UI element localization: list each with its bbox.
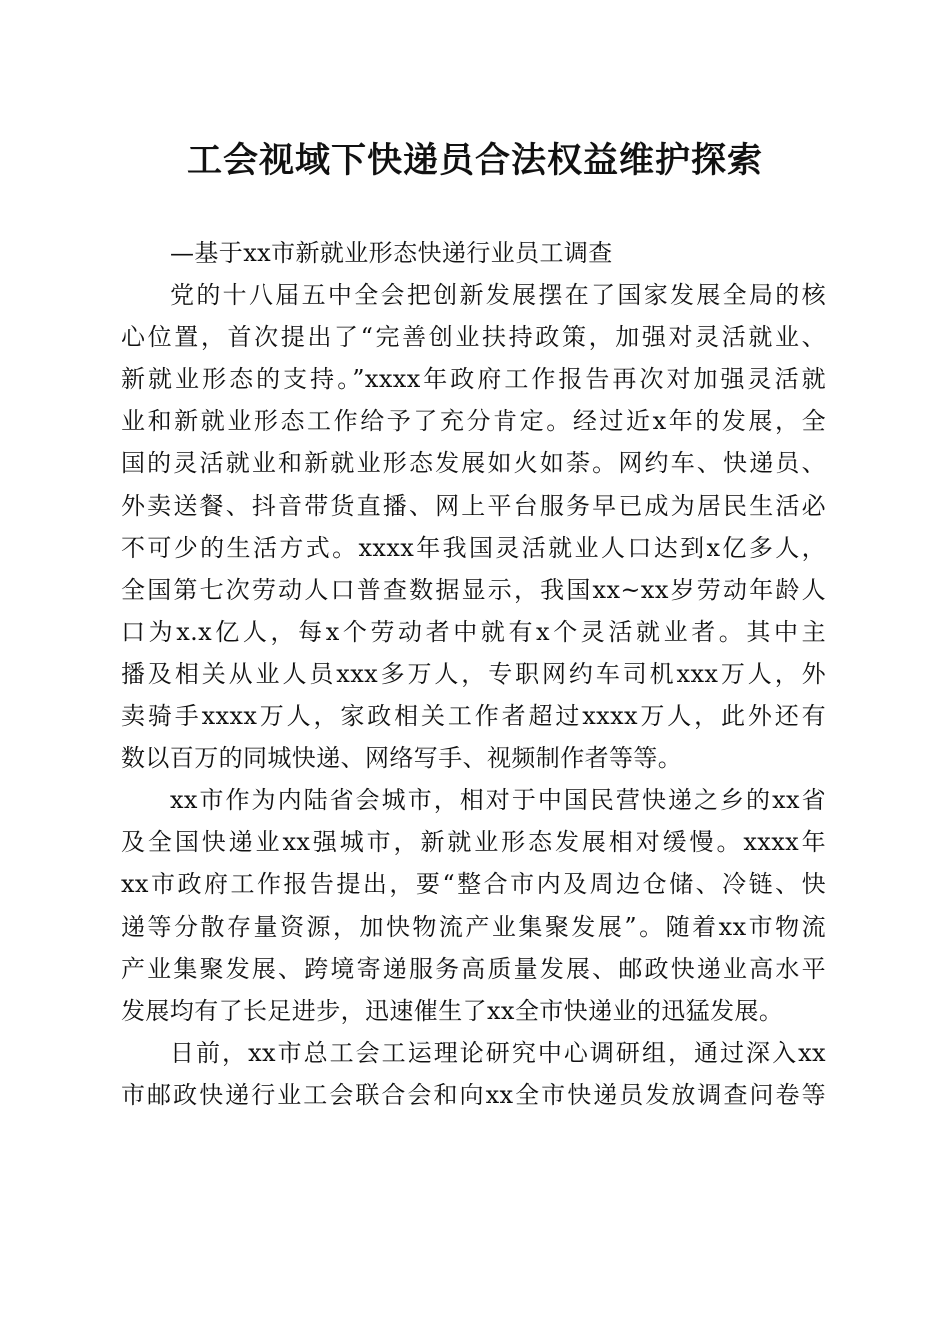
paragraph-line: 递等分散存量资源，加快物流产业集聚发展”。随着xx市物流 bbox=[121, 912, 826, 941]
paragraph-line: 业和新就业形态工作给予了充分肯定。经过近x年的发展，全 bbox=[121, 407, 826, 436]
paragraph-line: 国的灵活就业和新就业形态发展如火如荼。网约车、快递员、 bbox=[121, 449, 826, 478]
paragraph-line: 外卖送餐、抖音带货直播、网上平台服务早已成为居民生活必 bbox=[121, 491, 826, 520]
document-title: 工会视域下快递员合法权益维护探索 bbox=[186, 140, 763, 181]
paragraph-line: 新就业形态的支持。”xxxx年政府工作报告再次对加强灵活就 bbox=[121, 365, 826, 394]
paragraph-line: 市邮政快递行业工会联合会和向xx全市快递员发放调查问卷等 bbox=[121, 1080, 826, 1109]
document-body bbox=[121, 232, 826, 1116]
paragraph-line: xx市作为内陆省会城市，相对于中国民营快递之乡的xx省 bbox=[170, 786, 826, 815]
paragraph-line: 播及相关从业人员xxx多万人，专职网约车司机xxx万人，外 bbox=[121, 659, 826, 688]
subtitle-line: —基于xx市新就业形态快递行业员工调查 bbox=[170, 239, 613, 267]
paragraph-line: xx市政府工作报告提出，要“整合市内及周边仓储、冷链、快 bbox=[121, 870, 826, 899]
paragraph-line: 卖骑手xxxx万人，家政相关工作者超过xxxx万人，此外还有 bbox=[121, 702, 826, 731]
paragraph-line: 心位置，首次提出了“完善创业扶持政策，加强对灵活就业、 bbox=[121, 323, 826, 352]
paragraph-line: 不可少的生活方式。xxxx年我国灵活就业人口达到x亿多人， bbox=[121, 533, 826, 562]
paragraph-line: 产业集聚发展、跨境寄递服务高质量发展、邮政快递业高水平 bbox=[121, 954, 826, 983]
paragraph-line: 口为x.x亿人，每x个劳动者中就有x个灵活就业者。其中主 bbox=[121, 617, 826, 646]
paragraph-line: 全国第七次劳动人口普查数据显示，我国xx~xx岁劳动年龄人 bbox=[121, 575, 826, 604]
paragraph-line: 党的十八届五中全会把创新发展摆在了国家发展全局的核 bbox=[170, 281, 826, 310]
paragraph-line: 及全国快递业xx强城市，新就业形态发展相对缓慢。xxxx年 bbox=[121, 828, 826, 857]
paragraph-line: 发展均有了长足进步，迅速催生了xx全市快递业的迅猛发展。 bbox=[121, 996, 784, 1025]
paragraph-line: 日前，xx市总工会工运理论研究中心调研组，通过深入xx bbox=[170, 1038, 826, 1067]
paragraph-line: 数以百万的同城快递、网络写手、视频制作者等等。 bbox=[121, 744, 683, 773]
